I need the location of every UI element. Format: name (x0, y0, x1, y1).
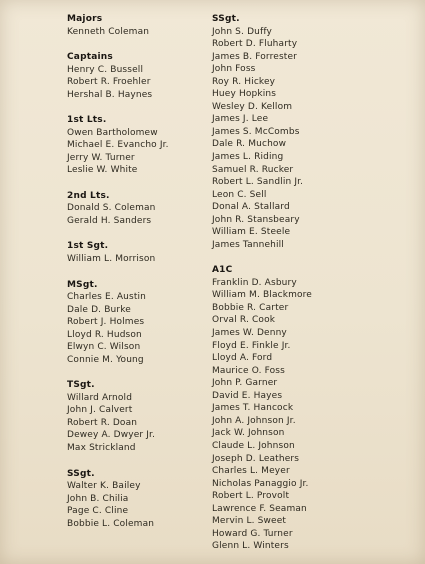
roster-name: James S. McCombs (212, 126, 300, 137)
roster-name: Bobbie R. Carter (212, 302, 289, 313)
rank-heading: Majors (67, 14, 103, 24)
rank-heading: MSgt. (67, 279, 98, 290)
roster-name: Kenneth Coleman (67, 26, 150, 37)
roster-name: Mervin L. Sweet (212, 516, 287, 527)
rank-heading: A1C (212, 265, 233, 276)
rank-section-1st-sgt (67, 240, 207, 265)
roster-name: Dale R. Muchow (212, 139, 287, 150)
name-list (67, 392, 207, 455)
roster-name: John A. Johnson Jr. (212, 415, 296, 426)
roster-name: Roy R. Hickey (212, 76, 276, 87)
name-list (67, 291, 207, 366)
roster-name: Nicholas Panaggio Jr. (212, 478, 309, 489)
roster-name: Huey Hopkins (212, 89, 277, 100)
roster-name: Owen Bartholomew (67, 127, 158, 138)
name-list (67, 127, 207, 177)
name-list (67, 202, 207, 227)
roster-name: Joseph D. Leathers (212, 453, 300, 464)
roster-name: John Foss (212, 64, 256, 75)
roster-name: Wesley D. Kellom (212, 101, 293, 112)
roster-name: Charles L. Meyer (212, 466, 290, 477)
roster-name: James Tannehill (212, 239, 284, 250)
roster-name: William E. Steele (212, 227, 291, 238)
roster-name: John B. Chilia (67, 493, 129, 504)
roster-name: Willard Arnold (67, 392, 133, 403)
roster-name: Robert L. Provolt (212, 491, 290, 502)
roster-name: Orval R. Cook (212, 315, 276, 326)
roster-name: Samuel R. Rucker (212, 164, 294, 175)
roster-name: Henry C. Bussell (67, 64, 144, 75)
roster-name: Robert R. Froehler (67, 77, 151, 88)
rank-section-captains (67, 51, 207, 101)
roster-name: Donald S. Coleman (67, 203, 156, 214)
roster-name: Leslie W. White (67, 165, 138, 176)
roster-name: Hershal B. Haynes (67, 89, 153, 100)
rank-section-msgt (67, 279, 207, 367)
rank-section-ssgt (67, 468, 207, 531)
rank-section-1st-lts (67, 114, 207, 177)
rank-heading: 2nd Lts. (67, 190, 110, 201)
roster-name: Robert R. Doan (67, 417, 138, 428)
roster-name: James T. Hancock (212, 403, 294, 414)
rank-heading: TSgt. (67, 380, 95, 391)
roster-name: John S. Duffy (212, 26, 272, 37)
roster-name: James J. Lee (212, 114, 269, 125)
rank-section-tsgt (67, 379, 207, 454)
roster-name: Robert D. Fluharty (212, 39, 298, 50)
rank-section-a1c (212, 264, 362, 553)
roster-name: James B. Forrester (212, 51, 298, 62)
rank-section-ssgt (212, 13, 362, 251)
roster-name: Leon C. Sell (212, 189, 267, 200)
roster-name: Connie M. Young (67, 354, 144, 365)
rank-section-2nd-lts (67, 190, 207, 228)
rank-section-majors (67, 13, 207, 38)
roster-name: Robert J. Holmes (67, 317, 145, 328)
roster-name: James L. Riding (212, 151, 284, 162)
name-list (67, 64, 207, 102)
roster-name: Gerald H. Sanders (67, 215, 152, 226)
roster-name: Lawrence F. Seaman (212, 503, 307, 514)
rank-heading: 1st Sgt. (67, 241, 109, 252)
name-list (67, 26, 207, 39)
name-list (67, 253, 207, 266)
left-column (67, 13, 207, 530)
roster-name: Floyd E. Finkle Jr. (212, 340, 291, 351)
rank-heading: SSgt. (212, 14, 240, 24)
roster-name: Elwyn C. Wilson (67, 342, 141, 353)
roster-name: Claude L. Johnson (212, 440, 295, 451)
right-column (212, 13, 362, 553)
roster-name: Bobbie L. Coleman (67, 518, 155, 529)
roster-name: Dewey A. Dwyer Jr. (67, 430, 156, 441)
roster-name: Jack W. Johnson (212, 428, 285, 439)
name-list (67, 480, 207, 530)
name-list (212, 26, 362, 252)
roster-name: John R. Stansbeary (212, 214, 300, 225)
roster-name: David E. Hayes (212, 390, 283, 401)
rank-heading: 1st Lts. (67, 115, 107, 126)
roster-name: Walter K. Bailey (67, 481, 141, 492)
roster-name: Howard G. Turner (212, 528, 293, 539)
roster-name: Franklin D. Asbury (212, 277, 297, 288)
roster-name: Michael E. Evancho Jr. (67, 140, 169, 151)
roster-name: Page C. Cline (67, 506, 129, 517)
name-list (212, 277, 362, 553)
roster-name: Robert L. Sandlin Jr. (212, 177, 304, 188)
roster-name: Max Strickland (67, 442, 136, 453)
roster-name: John J. Calvert (67, 405, 133, 416)
roster-name: Jerry W. Turner (67, 152, 135, 163)
rank-heading: Captains (67, 52, 113, 63)
roster-name: Lloyd R. Hudson (67, 329, 142, 340)
roster-name: William M. Blackmore (212, 290, 312, 301)
roster-name: Charles E. Austin (67, 292, 147, 303)
roster-name: William L. Morrison (67, 253, 156, 264)
roster-name: Lloyd A. Ford (212, 353, 273, 364)
roster-name: James W. Denny (212, 328, 287, 339)
roster-name: Donal A. Stallard (212, 202, 290, 213)
roster-name: Maurice O. Foss (212, 365, 285, 376)
roster-name: Glenn L. Winters (212, 541, 289, 552)
roster-name: John P. Garner (212, 378, 278, 389)
roster-name: Dale D. Burke (67, 304, 131, 315)
rank-heading: SSgt. (67, 468, 95, 479)
